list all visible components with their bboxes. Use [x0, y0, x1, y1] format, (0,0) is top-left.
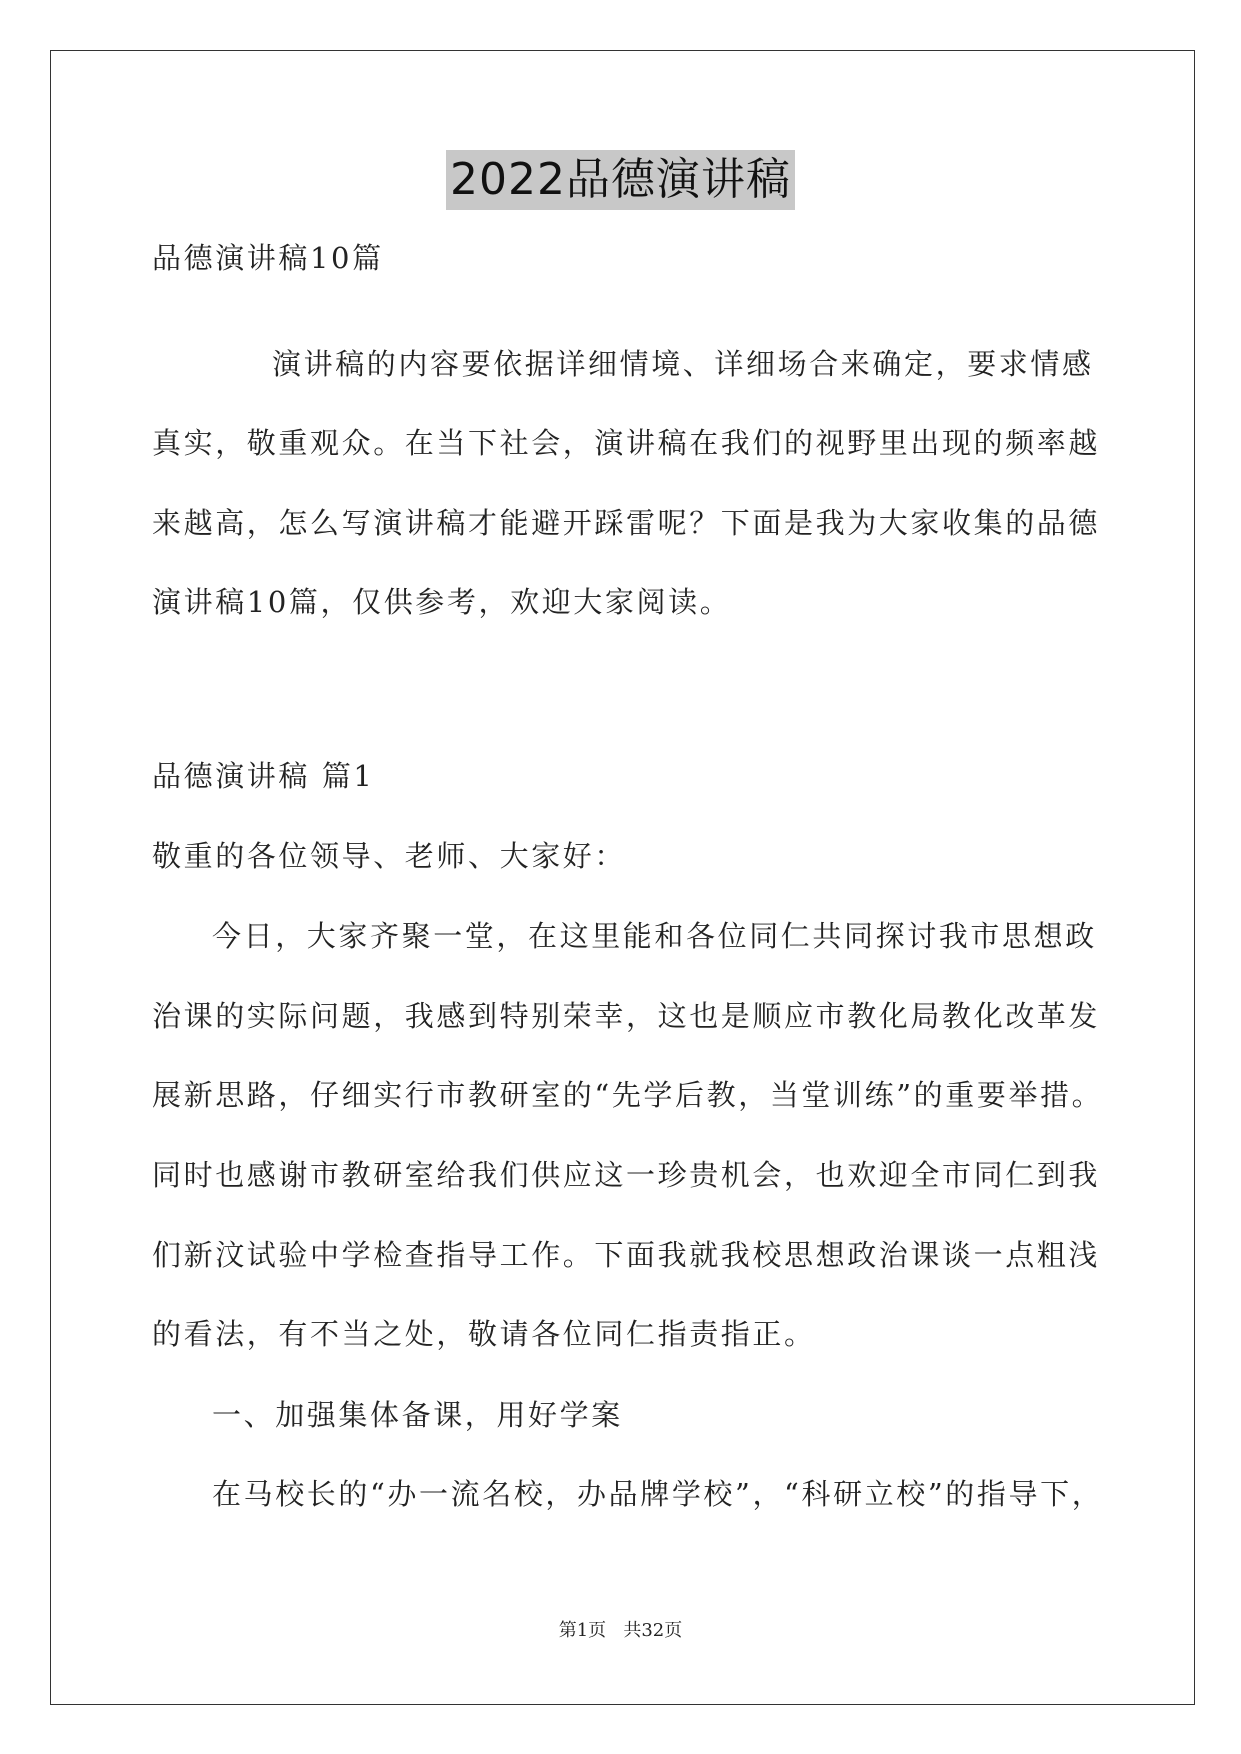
intro-line: 来越高，怎么写演讲稿才能避开踩雷呢？下面是我为大家收集的品德 [152, 506, 1101, 540]
page-border [50, 50, 1195, 1705]
section-heading: 品德演讲稿 篇1 [152, 759, 375, 793]
greeting: 敬重的各位领导、老师、大家好： [152, 839, 627, 873]
body-line: 同时也感谢市教研室给我们供应这一珍贵机会，也欢迎全市同仁到我 [152, 1158, 1101, 1192]
body-line: 今日，大家齐聚一堂，在这里能和各位同仁共同探讨我市思想政 [212, 919, 1097, 953]
title-container [0, 150, 1241, 210]
body-line: 展新思路，仔细实行市教研室的“先学后教，当堂训练”的重要举措。 [152, 1078, 1104, 1112]
intro-line: 演讲稿的内容要依据详细情境、详细场合来确定，要求情感 [272, 347, 1094, 381]
document-subtitle: 品德演讲稿10篇 [152, 241, 384, 275]
page-number: 第1页 共32页 [558, 1620, 683, 1641]
document-title: 2022品德演讲稿 [446, 150, 795, 210]
intro-line: 真实，敬重观众。在当下社会，演讲稿在我们的视野里出现的频率越 [152, 426, 1101, 460]
body-line: 在马校长的“办一流名校，办品牌学校”，“科研立校”的指导下， [212, 1477, 1104, 1511]
intro-line: 演讲稿10篇，仅供参考，欢迎大家阅读。 [152, 585, 732, 619]
body-line: 们新汶试验中学检查指导工作。下面我就我校思想政治课谈一点粗浅 [152, 1238, 1101, 1272]
body-line: 治课的实际问题，我感到特别荣幸，这也是顺应市教化局教化改革发 [152, 999, 1101, 1033]
body-line: 的看法，有不当之处，敬请各位同仁指责指正。 [152, 1317, 816, 1351]
point-heading: 一、加强集体备课，用好学案 [212, 1398, 623, 1432]
